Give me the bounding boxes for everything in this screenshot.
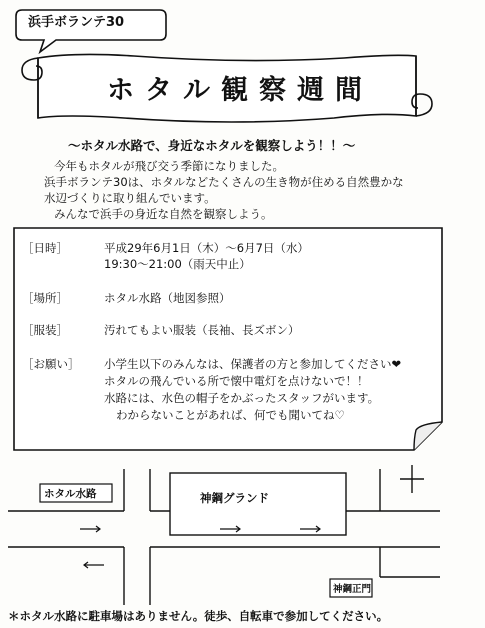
intro-line-4: みんなで浜手の身近な自然を観察しよう。 [54, 207, 273, 221]
compass-icon [400, 465, 424, 493]
request-line-1: 小学生以下のみんなは、保護者の方と参加してください❤ [104, 357, 402, 371]
date-line-2: 19:30～21:00（雨天中止） [104, 257, 251, 271]
intro-line-2: 浜手ボランテ30は、ホタルなどたくさんの生き物が住める自然豊かな [44, 175, 404, 189]
request-line-4: わからないことがあれば、何でも聞いてね♡ [116, 408, 345, 422]
intro-line-1: 今年もホタルが飛び交う季節になりました。 [54, 159, 284, 173]
badge-text: 浜手ボランテ30 [28, 15, 125, 30]
intro-line-3: 水辺づくりに取り組んでいます。 [44, 191, 216, 205]
map-waterway-label: ホタル水路 [44, 488, 97, 500]
date-label: ［日時］ [22, 241, 68, 255]
date-line-1: 平成29年6月1日（木）～6月7日（水） [104, 241, 309, 255]
banner-title: ホタル観察週間 [107, 75, 373, 106]
clothes-value: 汚れてもよい服装（長袖、長ズボン） [104, 323, 300, 337]
place-label: ［場所］ [22, 291, 68, 305]
place-value: ホタル水路（地図参照） [104, 291, 231, 305]
clothes-label: ［服装］ [22, 323, 68, 337]
request-label: ［お願い］ [22, 357, 80, 371]
request-line-3: 水路には、水色の帽子をかぶったスタッフがいます。 [104, 391, 380, 405]
map [0, 455, 485, 605]
map-building-label: 神鋼グランド [200, 491, 269, 505]
subtitle: ～ホタル水路で、身近なホタルを観察しよう！！～ [68, 138, 356, 153]
map-gate-label: 神鋼正門 [333, 584, 372, 595]
request-line-2: ホタルの飛んでいる所で懐中電灯を点けないで！！ [104, 374, 369, 388]
footer-note: ＊ホタル水路に駐車場はありません。徒歩、自転車で参加してください。 [8, 609, 389, 623]
